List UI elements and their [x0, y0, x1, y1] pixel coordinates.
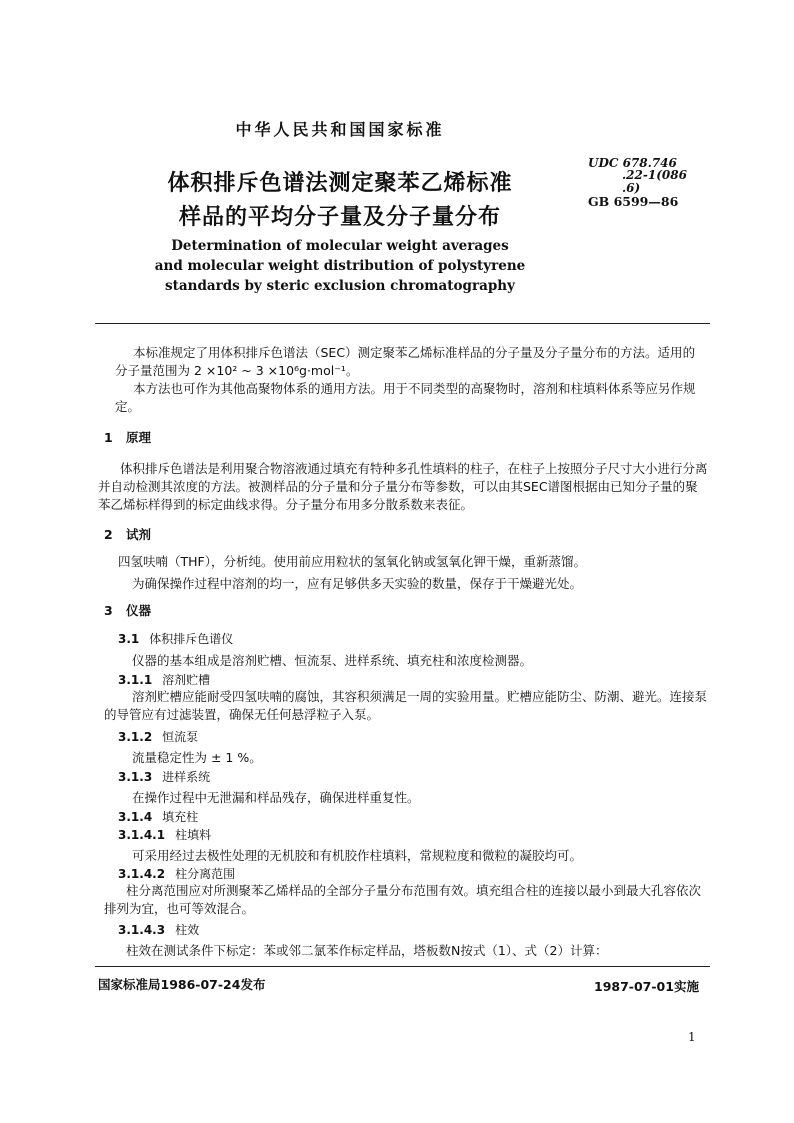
udc-line3: .6) — [622, 181, 641, 195]
section-number: 3 — [104, 603, 113, 618]
gb-code: GB 6599—86 — [588, 194, 679, 209]
section-3-1-4-1-text: 可采用经过去极性处理的无机胶和有机胶作柱填料，常规粒度和微粒的凝胶均可。 — [132, 848, 583, 863]
intro-paragraph-1 — [115, 344, 705, 380]
section-number: 3.1.4.1 — [118, 828, 166, 842]
section-title: 原理 — [126, 430, 152, 445]
section-title: 填充柱 — [162, 810, 199, 824]
section-number: 3.1.4 — [118, 810, 153, 824]
section-2-heading — [104, 525, 151, 543]
section-number: 3.1.4.2 — [118, 867, 166, 881]
section-1-paragraph — [98, 460, 708, 514]
section-title: 柱填料 — [175, 828, 212, 842]
page-number: 1 — [688, 1030, 696, 1044]
section-title: 进样系统 — [162, 770, 211, 784]
section-title: 体积排斥色谱仪 — [149, 632, 234, 646]
title-cn-line2: 样品的平均分子量及分子量分布 — [178, 205, 501, 230]
section-3-1-3-heading — [118, 768, 210, 785]
section-3-1-1-heading — [118, 671, 210, 688]
section-3-1-2-text: 流量稳定性为 ± 1 %。 — [132, 750, 262, 765]
title-en-line2: and molecular weight distribution of polystyrene — [154, 258, 526, 274]
section-3-1-heading — [118, 630, 233, 647]
section-3-1-3-text: 在操作过程中无泄漏和样品残存，确保进样重复性。 — [132, 790, 420, 805]
section-3-1-1-text: 溶剂贮槽应能耐受四氢呋喃的腐蚀，其容积须满足一周的实验用量。贮槽应能防尘、防潮、避光。连接泵的导管应有过滤装置，确保无任何悬浮粒子入泵。 — [104, 689, 708, 722]
section-number: 3.1.4.3 — [118, 923, 166, 937]
section-3-heading — [104, 601, 151, 619]
section-3-1-4-1-heading — [118, 826, 211, 843]
section-title: 恒流泵 — [162, 730, 199, 744]
section-3-1-4-2-paragraph — [104, 882, 710, 918]
title-en-line3: standards by steric exclusion chromatography — [165, 278, 515, 294]
intro-paragraph-2 — [115, 380, 705, 416]
section-2-text-2: 为确保操作过程中溶剂的均一，应有足够供多天实验的数量，保存于干燥避光处。 — [132, 576, 583, 591]
section-number: 3.1.2 — [118, 730, 153, 744]
section-title: 柱分离范围 — [175, 867, 236, 881]
section-number: 2 — [104, 527, 113, 542]
section-number: 3.1.1 — [118, 673, 153, 687]
section-2-text-1: 四氢呋喃（THF），分析纯。使用前应用粒状的氢氧化钠或氢氧化钾干燥，重新蒸馏。 — [118, 554, 586, 569]
section-3-1-4-2-heading — [118, 865, 235, 882]
footer-divider — [95, 966, 710, 967]
section-3-1-4-3-heading — [118, 921, 199, 938]
section-3-1-1-paragraph — [104, 688, 710, 724]
section-3-1-4-3-text: 柱效在测试条件下标定：苯或邻二氯苯作标定样品，塔板数N按式（1）、式（2）计算： — [126, 943, 608, 958]
intro-text-2: 本方法也可作为其他高聚物体系的通用方法。用于不同类型的高聚物时，溶剂和柱填料体系等应另作规定。 — [115, 381, 696, 414]
section-number: 3.1.3 — [118, 770, 153, 784]
title-cn-line1: 体积排斥色谱法测定聚苯乙烯标准 — [167, 171, 513, 196]
udc-line1: UDC 678.746 — [588, 156, 677, 170]
section-title: 试剂 — [126, 527, 152, 542]
section-1-text: 体积排斥色谱法是利用聚合物溶液通过填充有特种多孔性填料的柱子，在柱子上按照分子尺寸大小进行分离并自动检测其浓度的方法。被测样品的分子量和分子量分布等参数，可以由其SEC谱图根据由已知分子量的聚苯乙烯标样得到的标定曲线求得。分子量分布用多分散系数来表征。 — [98, 461, 708, 512]
published-date: 国家标准局1986-07-24发布 — [98, 977, 266, 992]
section-number: 3.1 — [118, 632, 140, 646]
effective-date: 1987-07-01实施 — [594, 979, 699, 994]
section-title: 溶剂贮槽 — [162, 673, 211, 687]
title-en-line1: Determination of molecular weight averages — [171, 238, 509, 254]
issuer-title: 中华人民共和国国家标准 — [235, 120, 445, 139]
section-title: 柱效 — [175, 923, 200, 937]
section-number: 1 — [104, 430, 113, 445]
section-3-1-4-heading — [118, 808, 198, 825]
udc-line2: .22-1(086 — [622, 168, 687, 182]
section-3-1-4-2-text: 柱分离范围应对所测聚苯乙烯样品的全部分子量分布范围有效。填充组合柱的连接以最小到最大孔容依次排列为宜，也可等效混合。 — [104, 883, 702, 916]
section-3-1-text: 仪器的基本组成是溶剂贮槽、恒流泵、进样系统、填充柱和浓度检测器。 — [132, 653, 533, 668]
intro-text-1: 本标准规定了用体积排斥色谱法（SEC）测定聚苯乙烯标准样品的分子量及分子量分布的方法。适用的分子量范围为 2 ×10² ~ 3 ×10⁶g·mol⁻¹。 — [115, 345, 696, 378]
header-divider — [95, 323, 710, 324]
section-3-1-2-heading — [118, 728, 198, 745]
section-title: 仪器 — [126, 603, 152, 618]
section-1-heading — [104, 428, 151, 446]
